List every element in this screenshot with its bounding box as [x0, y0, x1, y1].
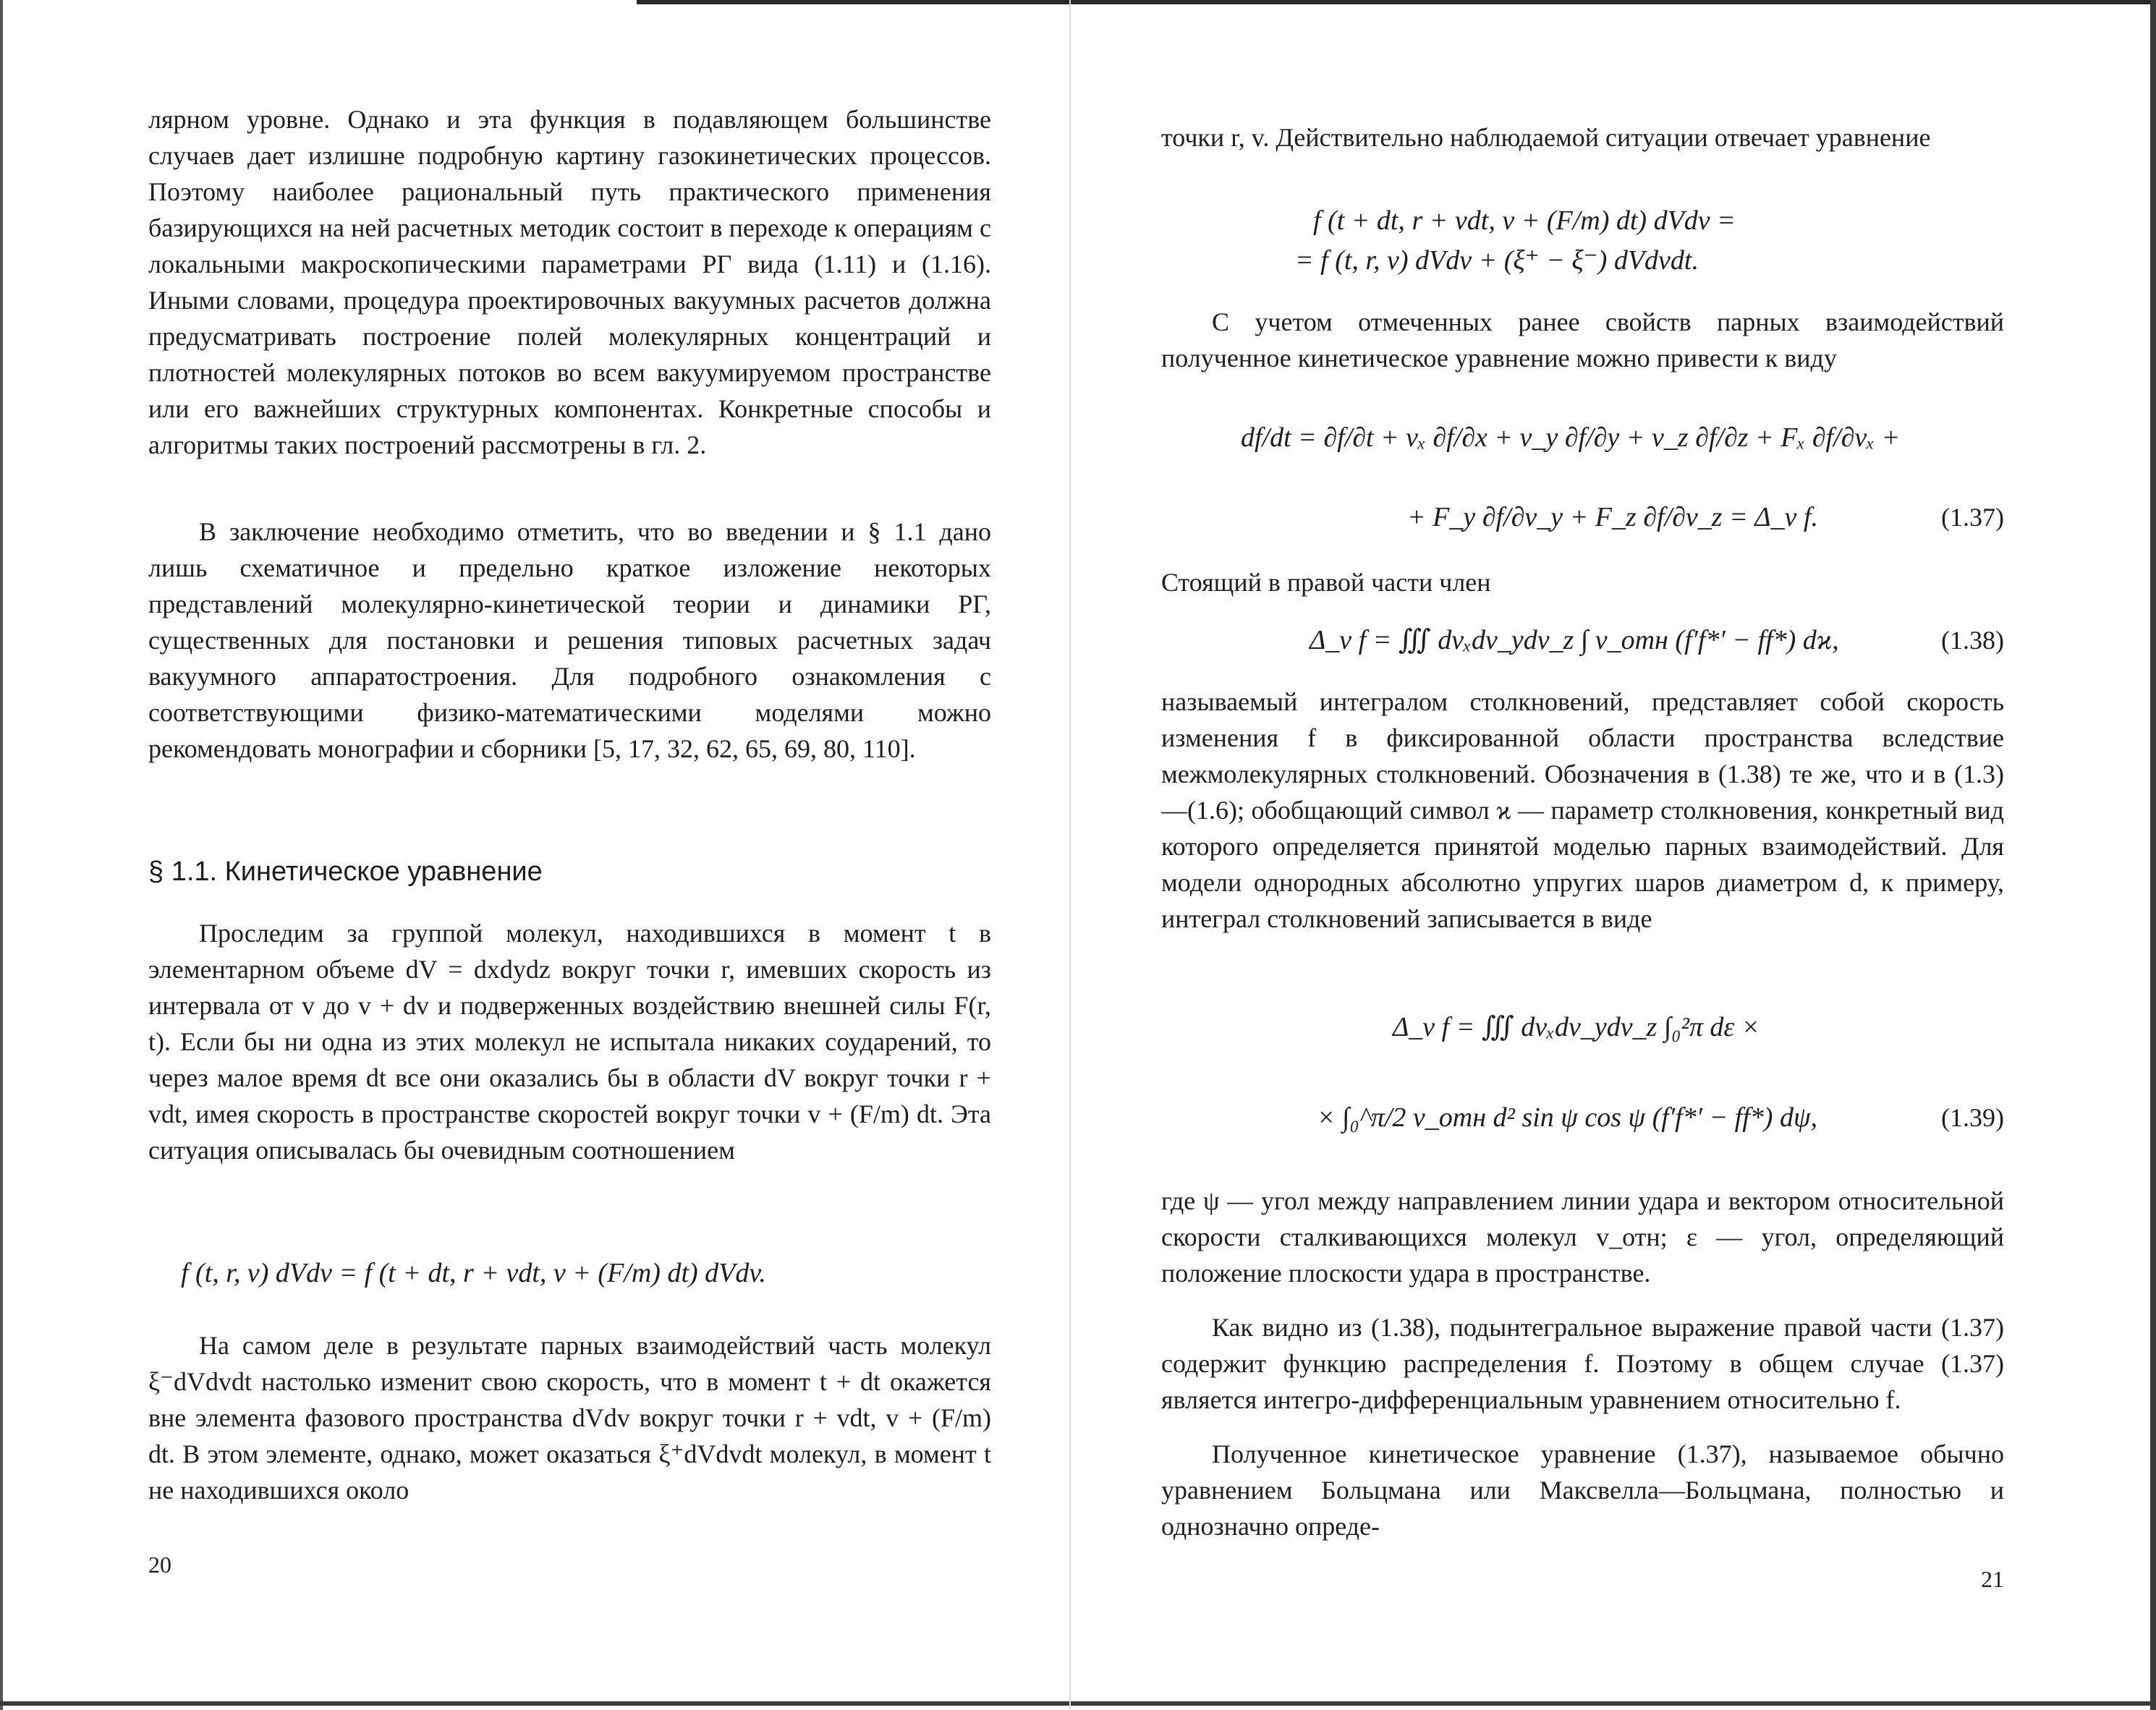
equation-number-1-37: (1.37): [1941, 503, 2004, 532]
right-paragraph-3: Стоящий в правой части член: [1161, 568, 1491, 597]
equation-number-1-38: (1.38): [1941, 626, 2004, 655]
left-paragraph-4: На самом деле в результате парных взаимодействий часть молекул ξ⁻dVdvdt настолько изменит свою скорость, что в момент t + dt окажется вне элемента фазового пространства dVdv вокруг точки r + vdt, v + (F/m) dt. В этом элементе, однако, может оказаться ξ⁺dVdvdt молекул, в момент t не находившихся около: [148, 1331, 991, 1505]
equation-1-37-line-2: + F_y ∂f/∂v_y + F_z ∂f/∂v_z = Δ_v f. (1.37): [1161, 499, 2004, 545]
left-paragraph-2: В заключение необходимо отметить, что во введении и § 1.1 дано лишь схематичное и предельно краткое изложение некоторых представлений молекулярно-кинетической теории и динамики РГ, существенных для постановки и решения типовых расчетных задач вакуумного аппаратостроения. Для подробного ознакомления с соответствующими физико-математическими моделями можно рекомендовать монографии и сборники [5, 17, 32, 62, 65, 69, 80, 110].: [148, 517, 991, 763]
equation-number-1-39: (1.39): [1941, 1103, 2004, 1132]
book-spine: [1069, 0, 1071, 1710]
scan-edge-right: [2150, 0, 2156, 1710]
left-paragraph-3: Проследим за группой молекул, находившихся в момент t в элементарном объеме dV = dxdydz вокруг точки r, имевших скорость из интервала от v до v + dv и подверженных воздействию внешней силы F(r, t). Если бы ни одна из этих молекул не испытала никаких соударений, то через малое время dt все они оказались бы в области dV вокруг точки r + vdt, имея скорость в пространстве скоростей вокруг точки v + (F/m) dt. Эта ситуация описывалась бы очевидным соотношением: [148, 919, 991, 1165]
right-paragraph-5: где ψ — угол между направлением линии удара и вектором относительной скорости сталкивающихся молекул v_отн; ε — угол, определяющий положение плоскости удара в пространстве.: [1161, 1186, 2004, 1288]
right-paragraph-7: Полученное кинетическое уравнение (1.37), называемое обычно уравнением Больцмана или Максвелла—Больцмана, полностью и однозначно опреде-: [1161, 1439, 2004, 1541]
equation-1-37-line-1: df/dt = ∂f/∂t + vₓ ∂f/∂x + v_y ∂f/∂y + v_z ∂f/∂z + Fₓ ∂f/∂vₓ +: [1241, 422, 1901, 453]
left-page: [148, 0, 991, 1710]
right-paragraph-4: называемый интегралом столкновений, представляет собой скорость изменения f в фиксированной области пространства вследствие межмолекулярных столкновений. Обозначения в (1.38) те же, что и в (1.3)—(1.6); обобщающий символ ϰ — параметр столкновения, конкретный вид которого определяется принятой моделью парных взаимодействий. Для модели однородных абсолютно упругих шаров диаметром d, к примеру, интеграл столкновений записывается в виде: [1161, 687, 2004, 933]
right-paragraph-1: точки r, v. Действительно наблюдаемой ситуации отвечает уравнение: [1161, 123, 1931, 152]
equation-1-38: Δ_v f = ∭ dvₓdv_ydv_z ∫ v_отн (f′f*′ − ff*) dϰ, (1.38): [1161, 622, 2004, 668]
page-number-left: 20: [148, 1552, 171, 1578]
equation-2-line-2: = f (t, r, v) dVdv + (ξ⁺ − ξ⁻) dVdvdt.: [1295, 245, 1699, 276]
page-number-right: 21: [1981, 1566, 2004, 1592]
equation-1-39-line-2: × ∫₀^π/2 v_отн d² sin ψ cos ψ (f′f*′ − ff*) dψ, (1.39): [1161, 1099, 2004, 1146]
right-paragraph-6: Как видно из (1.38), подынтегральное выражение правой части (1.37) содержит функцию распределения f. Поэтому в общем случае (1.37) является интегро-дифференциальным уравнением относительно f.: [1161, 1313, 2004, 1414]
equation-2-line-1: f (t + dt, r + vdt, v + (F/m) dt) dVdv =: [1313, 205, 1736, 236]
right-page: [1161, 0, 2004, 1710]
section-heading: § 1.1. Кинетическое уравнение: [148, 856, 543, 887]
equation-1: f (t, r, v) dVdv = f (t + dt, r + vdt, v + (F/m) dt) dVdv.: [181, 1258, 766, 1288]
equation-1-39-line-1: Δ_v f = ∭ dvₓdv_ydv_z ∫₀²π dε ×: [1393, 1012, 1760, 1042]
scan-edge-left: [0, 0, 3, 1710]
right-paragraph-2: С учетом отмеченных ранее свойств парных взаимодействий полученное кинетическое уравнение можно привести к виду: [1161, 307, 2004, 373]
left-paragraph-1: лярном уровне. Однако и эта функция в подавляющем большинстве случаев дает излишне подробную картину газокинетических процессов. Поэтому наиболее рациональный путь практического применения базирующихся на ней расчетных методик состоит в переходе к операциям с локальными макроскопическими параметрами РГ вида (1.11) и (1.16). Иными словами, процедура проектировочных вакуумных расчетов должна предусматривать построение полей молекулярных концентраций и плотностей молекулярных потоков во всем вакуумируемом пространстве или его важнейших структурных компонентах. Конкретные способы и алгоритмы таких построений рассмотрены в гл. 2.: [148, 105, 991, 459]
